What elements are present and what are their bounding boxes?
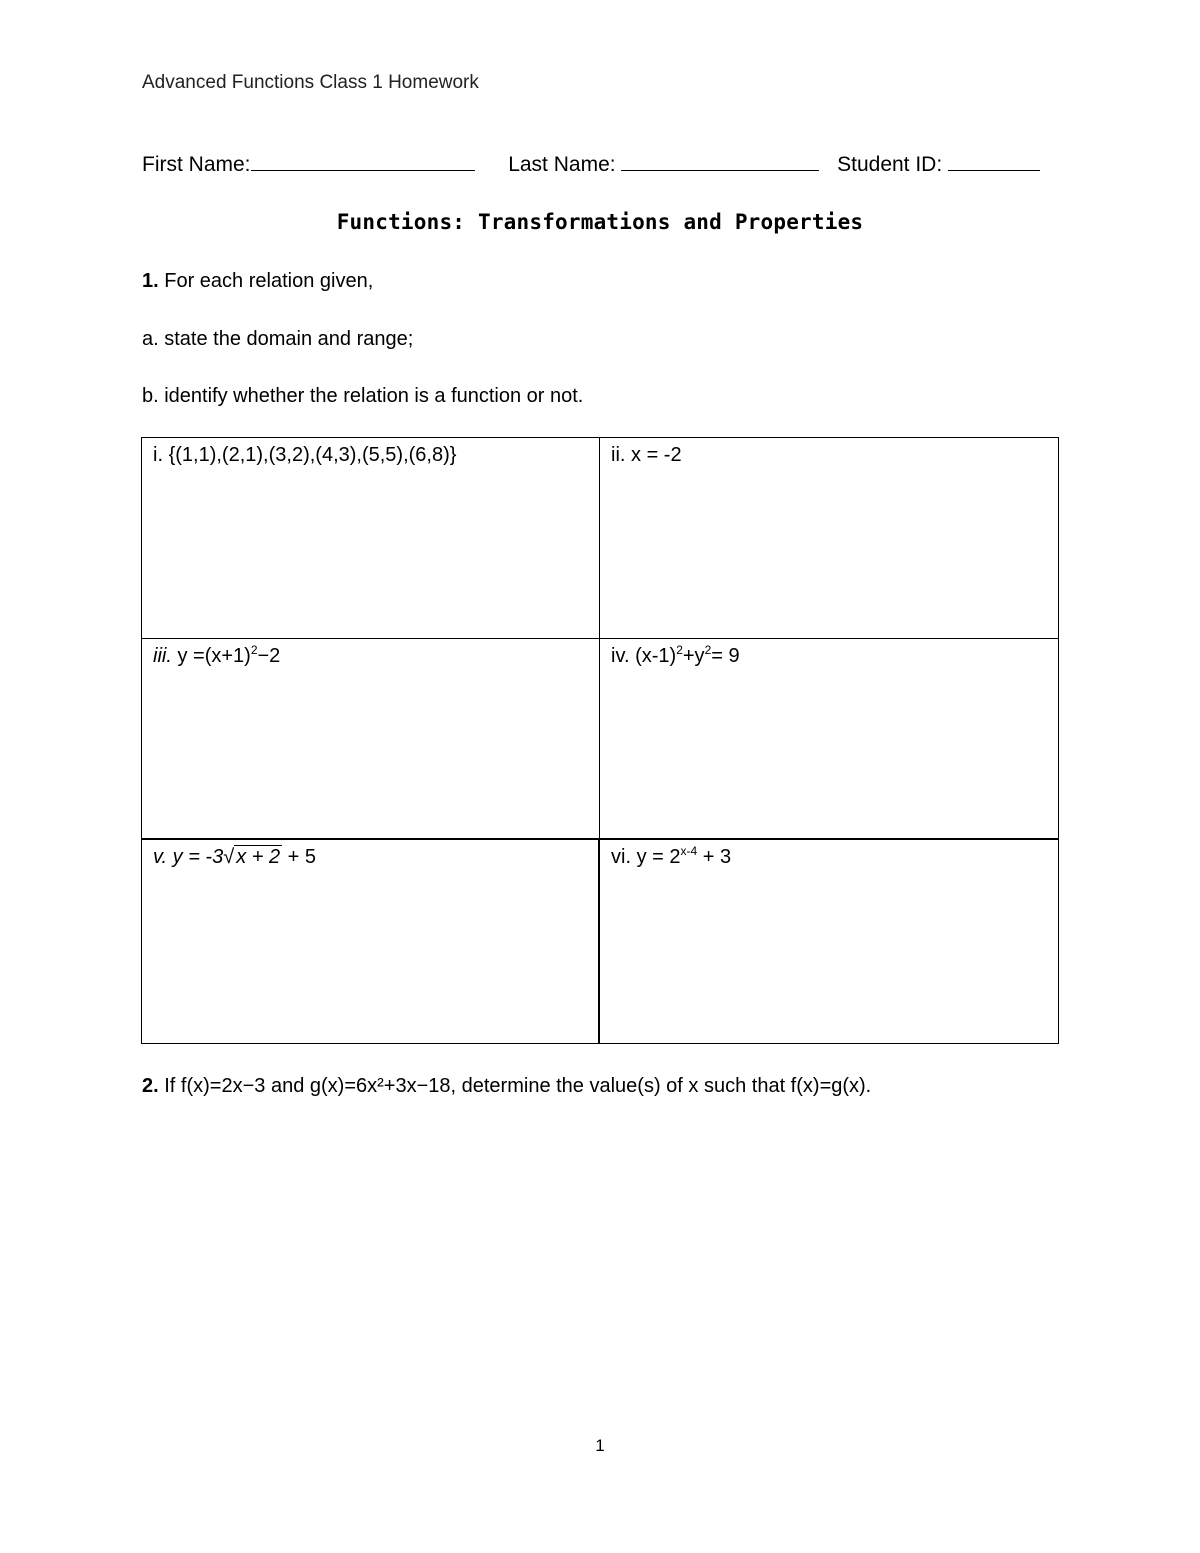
relation-cell-v[interactable] <box>142 840 600 1043</box>
question-2-number: 2. <box>142 1075 159 1097</box>
question-1-intro <box>142 270 373 293</box>
question-2 <box>142 1075 871 1098</box>
relation-expression: y = -3√ x + 2 + 5 <box>172 846 317 868</box>
question-1-part-b: b. identify whether the relation is a function or not. <box>142 385 584 407</box>
relation-expression: $y = 2^{x-4} + 3$ <box>636 844 732 868</box>
relation-cell-i[interactable] <box>142 438 600 639</box>
relation-cell-vi[interactable] <box>600 840 1058 1043</box>
student-info-row <box>142 150 1040 177</box>
relation-cell-ii[interactable] <box>600 438 1058 639</box>
question-1-part-a: a. state the domain and range; <box>142 328 414 350</box>
relation-cell-iii[interactable] <box>142 639 600 840</box>
page-title: Functions: Transformations and Properties <box>336 210 864 234</box>
radicand: x + 2 <box>236 846 281 868</box>
relation-expression: x = -2 <box>631 444 682 466</box>
relation-label: iii. <box>153 645 172 667</box>
student-id-label: Student ID: <box>837 153 943 176</box>
question-1-number: 1. <box>142 270 159 292</box>
page-number: 1 <box>595 1436 605 1455</box>
relations-table <box>141 437 1059 1044</box>
relation-label: i. <box>153 444 163 466</box>
last-name-field[interactable] <box>621 150 819 171</box>
student-id-field[interactable] <box>948 150 1040 171</box>
relation-cell-iv[interactable] <box>600 639 1058 840</box>
first-name-field[interactable] <box>251 150 475 171</box>
relation-label: ii. <box>611 444 626 466</box>
relation-label: v. <box>153 846 168 868</box>
relation-expression: {(1,1),(2,1),(3,2),(4,3),(5,5),(6,8)} <box>168 444 457 466</box>
question-1-text: For each relation given, <box>164 270 374 292</box>
document-header: Advanced Functions Class 1 Homework <box>142 72 479 93</box>
relation-label: iv. <box>611 645 630 667</box>
relation-expression: $y =(x+1)^2-2$ <box>177 643 281 667</box>
relation-label: vi. <box>611 846 631 868</box>
question-2-text: If f(x)=2x−3 and g(x)=6x²+3x−18, determine the value(s) of x such that f(x)=g(x). <box>164 1075 872 1097</box>
first-name-label: First Name: <box>142 153 251 176</box>
relation-expression: $(x-1)^2+y^2= 9$ <box>635 643 740 667</box>
last-name-label: Last Name: <box>508 153 616 176</box>
